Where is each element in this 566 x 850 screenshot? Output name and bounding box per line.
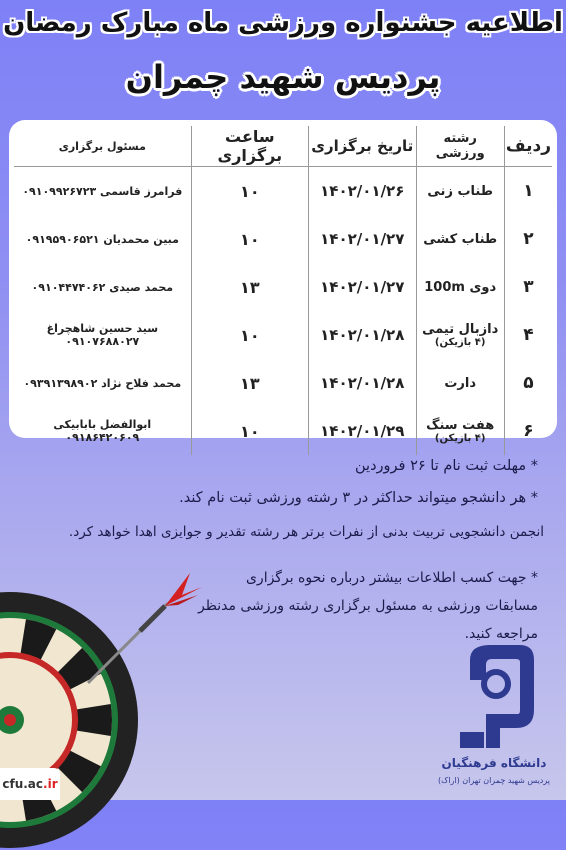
row-number	[504, 263, 552, 311]
team-size-note: (۴ بازیکن)	[434, 337, 486, 348]
event-date	[309, 407, 417, 455]
organizer	[14, 359, 191, 407]
row-number-text: ۵	[523, 373, 534, 393]
event-time-text: ۱۰	[240, 325, 260, 345]
event-date	[309, 215, 417, 263]
organizer	[14, 167, 191, 216]
header-sport: رشته ورزشی	[416, 126, 504, 167]
announcement-title: اطلاعیه جشنواره ورزشی ماه مبارک رمضان	[3, 8, 563, 38]
event-date	[309, 359, 417, 407]
organizer	[14, 215, 191, 263]
registration-deadline: * مهلت ثبت نام تا ۲۶ فروردین	[355, 458, 538, 474]
campus-name: پردیس شهید چمران تهران (اراک)	[437, 776, 551, 785]
more-info-note: * جهت کسب اطلاعات بیشتر درباره نحوه برگزاری مسابقات ورزشی به مسئول برگزاری رشته ورزشی مدنظر مراجعه کنید.	[197, 570, 538, 642]
event-time	[191, 407, 308, 455]
row-number-text: ۲	[523, 229, 534, 249]
event-date-text: ۱۴۰۲/۰۱/۲۷	[320, 230, 405, 248]
schedule-table	[14, 126, 552, 455]
row-number-text: ۱	[523, 181, 534, 201]
table-row	[14, 407, 552, 455]
header-date: تاریخ برگزاری	[309, 126, 417, 167]
site-badge-tld: .ir	[43, 777, 58, 791]
row-number	[504, 215, 552, 263]
table-row	[14, 215, 552, 263]
sport-name	[416, 311, 504, 359]
team-size-note: (۴ بازیکن)	[434, 433, 486, 444]
event-time	[191, 359, 308, 407]
row-number-text: ۴	[523, 325, 534, 345]
sport-name	[416, 359, 504, 407]
event-time	[191, 263, 308, 311]
event-date	[309, 167, 417, 216]
event-time-text: ۱۳	[240, 373, 260, 393]
prizes-note: انجمن دانشجویی تربیت بدنی از نفرات برتر هر رشته تقدیر و جوایزی اهدا خواهد کرد.	[68, 524, 544, 540]
event-date-text: ۱۴۰۲/۰۱/۲۷	[320, 278, 405, 296]
event-date	[309, 311, 417, 359]
university-name: دانشگاه فرهنگیان	[441, 756, 547, 770]
university-logo-icon	[430, 640, 558, 790]
organizer-text: فرامرز قاسمی ۰۹۱۰۹۹۲۶۷۲۳	[22, 184, 183, 198]
site-badge-domain: cfu.ac	[2, 777, 44, 791]
row-number	[504, 407, 552, 455]
organizer	[14, 311, 191, 359]
event-date-text: ۱۴۰۲/۰۱/۲۶	[320, 182, 405, 200]
sport-name-text: طناب زنی	[427, 183, 493, 199]
event-time-text: ۱۰	[240, 181, 260, 201]
table-row	[14, 359, 552, 407]
event-time-text: ۱۰	[240, 421, 260, 441]
organizer	[14, 407, 191, 455]
dart-icon	[70, 565, 210, 705]
header-time: ساعت برگزاری	[191, 126, 308, 167]
campus-title: پردیس شهید چمران	[125, 58, 441, 96]
event-date	[309, 263, 417, 311]
organizer	[14, 263, 191, 311]
sport-name-text: طناب کشی	[423, 231, 498, 247]
registration-limit: * هر دانشجو میتواند حداکثر در ۳ رشته ورزشی ثبت نام کند.	[179, 490, 538, 506]
event-time	[191, 311, 308, 359]
event-date-text: ۱۴۰۲/۰۱/۲۸	[320, 374, 405, 392]
table-row	[14, 167, 552, 216]
sport-name	[416, 407, 504, 455]
site-badge	[0, 768, 60, 800]
row-number-text: ۳	[523, 277, 534, 297]
table-header-row	[14, 126, 552, 167]
event-date-text: ۱۴۰۲/۰۱/۲۹	[320, 422, 405, 440]
header-row-number: ردیف	[504, 126, 552, 167]
sport-name-text: هفت سنگ	[426, 418, 495, 433]
event-time-text: ۱۳	[240, 277, 260, 297]
event-date-text: ۱۴۰۲/۰۱/۲۸	[320, 326, 405, 344]
row-number	[504, 311, 552, 359]
sport-name	[416, 215, 504, 263]
table-row	[14, 263, 552, 311]
event-time	[191, 215, 308, 263]
organizer-text: سید حسین شاهچراغ ۰۹۱۰۷۶۸۸۰۲۷	[46, 322, 159, 348]
event-time	[191, 167, 308, 216]
sport-name	[416, 167, 504, 216]
table-row	[14, 311, 552, 359]
header-organizer: مسئول برگزاری	[14, 126, 191, 167]
row-number	[504, 167, 552, 216]
row-number	[504, 359, 552, 407]
sport-name-text: دارت	[444, 375, 477, 391]
event-time-text: ۱۰	[240, 229, 260, 249]
organizer-text: محمد صیدی ۰۹۱۰۴۴۷۴۰۶۲	[31, 280, 174, 294]
sport-name-text: دوی 100m	[424, 279, 497, 295]
sport-name	[416, 263, 504, 311]
sport-name-text: دازبال تیمی	[422, 322, 499, 337]
row-number-text: ۶	[523, 421, 534, 441]
organizer-text: ابوالفضل بابابیکی ۰۹۱۸۶۴۲۰۶۰۹	[53, 418, 152, 444]
organizer-text: محمد فلاح نژاد ۰۹۳۹۱۳۹۸۹۰۲	[23, 376, 182, 390]
organizer-text: مبین محمدیان ۰۹۱۹۵۹۰۶۵۲۱	[25, 232, 179, 246]
